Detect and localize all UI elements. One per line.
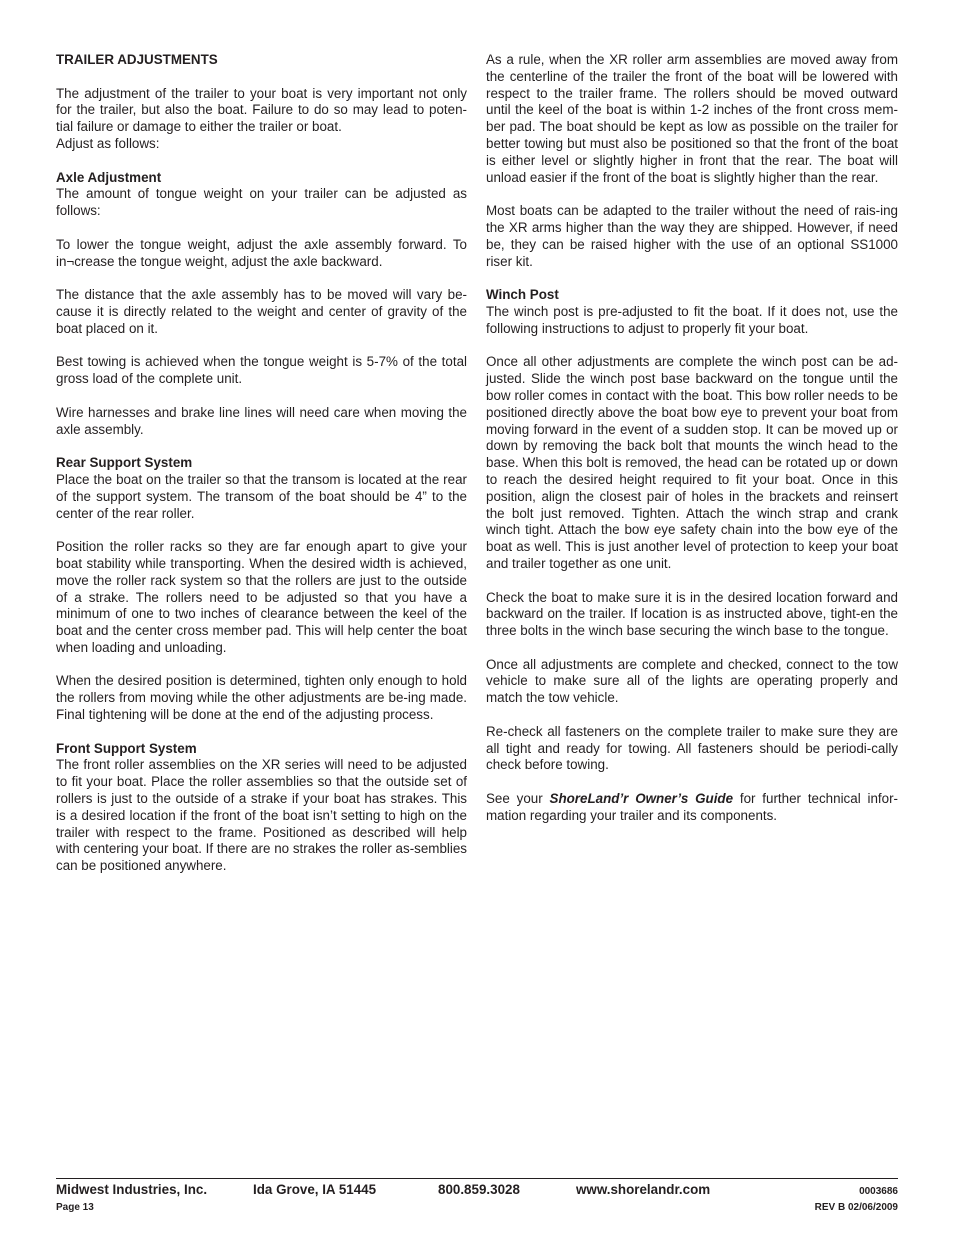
winch-paragraph-5: Re-check all fasteners on the complete trailer to make sure they are all tight and ready for towing. All fasteners should be periodi-cally check before towing. [486, 723, 898, 773]
footer-page-number: Page 13 [56, 1202, 94, 1213]
right-column [486, 52, 898, 841]
axle-paragraph-5: Wire harnesses and brake line lines will need care when moving the axle assembly. [56, 404, 467, 437]
winch-paragraph-4: Once all adjustments are complete and checked, connect to the tow vehicle to make sure all of the lights are operating properly and match the tow vehicle. [486, 656, 898, 706]
intro-paragraph: The adjustment of the trailer to your boat is very important not only for the trailer, but also the boat. Failure to do so may lead to poten-tial failure or damage to either the trailer or boat. [56, 85, 467, 135]
winch-post-heading: Winch Post [486, 287, 559, 303]
axle-paragraph-3: The distance that the axle assembly has to be moved will vary be-cause it is directly related to the weight and center of gravity of the boat placed on it. [56, 287, 467, 336]
front-support-heading: Front Support System [56, 740, 197, 756]
axle-paragraph-4: Best towing is achieved when the tongue weight is 5-7% of the total gross load of the complete unit. [56, 354, 467, 387]
see-prefix: See your [486, 791, 550, 807]
rear-paragraph-3: When the desired position is determined, tighten only enough to hold the rollers from moving while the other adjustments are be-ing made. Final tightening will be done at the end of the adjusting process. [56, 673, 467, 723]
footer-phone: 800.859.3028 [438, 1182, 520, 1197]
left-column [56, 52, 467, 892]
page-title: TRAILER ADJUSTMENTS [56, 52, 218, 67]
see-suffix: for further technical infor-mation regarding your trailer and its components. [486, 791, 898, 823]
winch-paragraph-2: Once all other adjustments are complete the winch post can be ad-justed. Slide the winch post base backward on the tongue until the bow roller comes in contact with the boat. This bow roller needs to be positioned directly above the boat bow eye to prevent your boat from moving forward in the event of a sudden stop. It can be moved up or down by removing the back bolt that mounts the winch head to the base. When this bolt is removed, the head can be rotated up or down to reach the desired height required to fit your boat. Once in this position, align the closest pair of holes in the brackets and reinsert the bolt just removed. Tighten. Attach the winch strap and crank winch tight. Attach the bow eye safety chain into the bow eye of the boat as well. This is just another level of protection to keep your boat and trailer together as one unit. [486, 354, 898, 571]
axle-heading: Axle Adjustment [56, 169, 162, 185]
footer-website: www.shorelandr.com [576, 1182, 711, 1197]
rear-support-heading: Rear Support System [56, 455, 193, 471]
owners-guide-paragraph [486, 791, 898, 825]
rear-paragraph-1: Place the boat on the trailer so that the transom is located at the rear of the support system. The transom of the boat should be 4” to the center of the rear roller. [56, 471, 467, 521]
footer-city: Ida Grove, IA 51445 [253, 1182, 377, 1197]
footer-revision: REV B 02/06/2009 [814, 1202, 898, 1213]
front-paragraph-1: The front roller assemblies on the XR series will need to be adjusted to fit your boat. Place the roller assemblies so that the outside set of rollers is just to the outside of a strake if your boat has strakes. This is a desired location if the front of the boat isn’t setting to high on the trailer with respect to the frame. Positioned as described will help with centering your boat. If there are no strakes the roller as-semblies can be positioned anywhere. [56, 757, 467, 874]
xr-paragraph-1: As a rule, when the XR roller arm assemblies are moved away from the centerline of the trailer the front of the boat will be lowered with respect to the trailer frame. The rollers should be moved outward until the keel of the boat is within 1-2 inches of the front cross mem-ber pad. The boat should be kept as low as possible on the trailer for better towing but must also be positioned so that the front of the boat is either level or slightly higher in front that the rear. The boat will unload easier if the front of the boat is slightly higher than the rear. [486, 52, 898, 185]
winch-paragraph-1: The winch post is pre-adjusted to fit the boat. If it does not, use the following instructions to adjust to properly fit your boat. [486, 303, 898, 336]
xr-paragraph-2: Most boats can be adapted to the trailer without the need of rais-ing the XR arms higher than the way they are shipped. However, if need be, they can be raised higher with the use of an optional SS1000 riser kit. [486, 203, 898, 269]
axle-paragraph-2: To lower the tongue weight, adjust the axle assembly forward. To in¬crease the tongue weight, adjust the axle backward. [56, 236, 467, 269]
adjust-line: Adjust as follows: [56, 135, 160, 151]
owners-guide-title: ShoreLand’r Owner’s Guide [549, 791, 734, 807]
rear-paragraph-2: Position the roller racks so they are far enough apart to give your boat stability while transporting. When the desired width is achieved, move the roller rack system so that the rollers are just to the outside of a strake. The rollers need to be adjusted so that you have a minimum of one to two inches of clearance between the keel of the boat and the center cross member pad. This will help center the boat when loading and unloading. [56, 539, 467, 655]
footer-company: Midwest Industries, Inc. [56, 1182, 208, 1197]
winch-paragraph-3: Check the boat to make sure it is in the desired location forward and backward on the trailer. If location is as instructed above, tight-en the three bolts in the winch base securing the winch base to the tongue. [486, 589, 898, 639]
footer-rule [56, 1178, 898, 1179]
footer-doc-number: 0003686 [859, 1186, 898, 1197]
axle-paragraph-1: The amount of tongue weight on your trailer can be adjusted as follows: [56, 186, 467, 219]
